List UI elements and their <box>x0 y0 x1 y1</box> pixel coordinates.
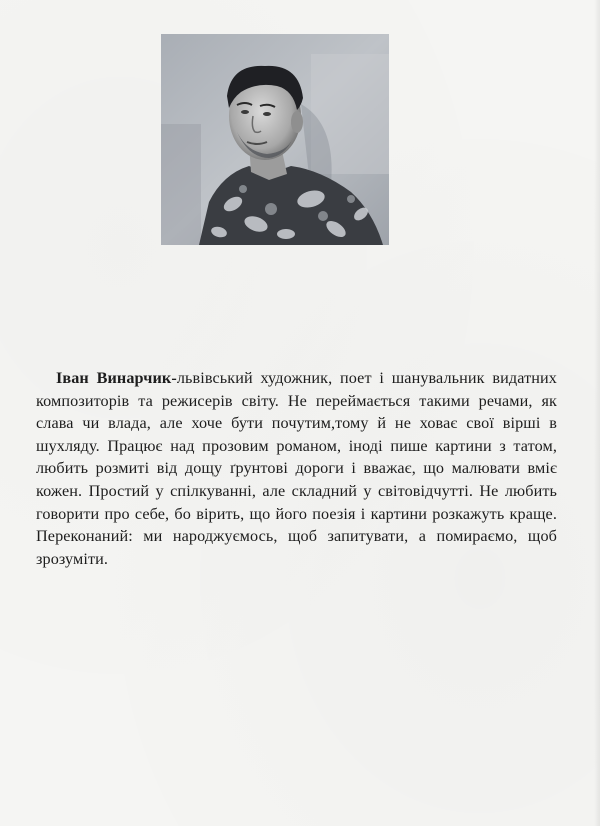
author-bio-text: львівський художник, поет і шанувальник видатних композиторів та режисерів світу. Не переймається такими речами, як слава чи влада, але хоче бути почутим,тому й не ховає свої вірші в шухляду. Працює над прозовим романом, іноді пише картини з татом, любить розмиті від дощу ґрунтові дороги і вважає, що малювати вміє кожен. Простий у спілкуванні, але складний у світовідчутті. Не любить говорити про себе, бо вірить, що його поезія і картини розкажуть краще. Переконаний: ми народжуємось, щоб запитувати, а помираємо, щоб зрозуміти. <box>36 369 557 568</box>
page-edge-shadow <box>594 0 600 826</box>
author-bio <box>36 367 557 570</box>
author-photo <box>161 34 389 245</box>
author-photo-image <box>161 34 389 245</box>
author-name: Іван Винарчик- <box>56 369 177 387</box>
